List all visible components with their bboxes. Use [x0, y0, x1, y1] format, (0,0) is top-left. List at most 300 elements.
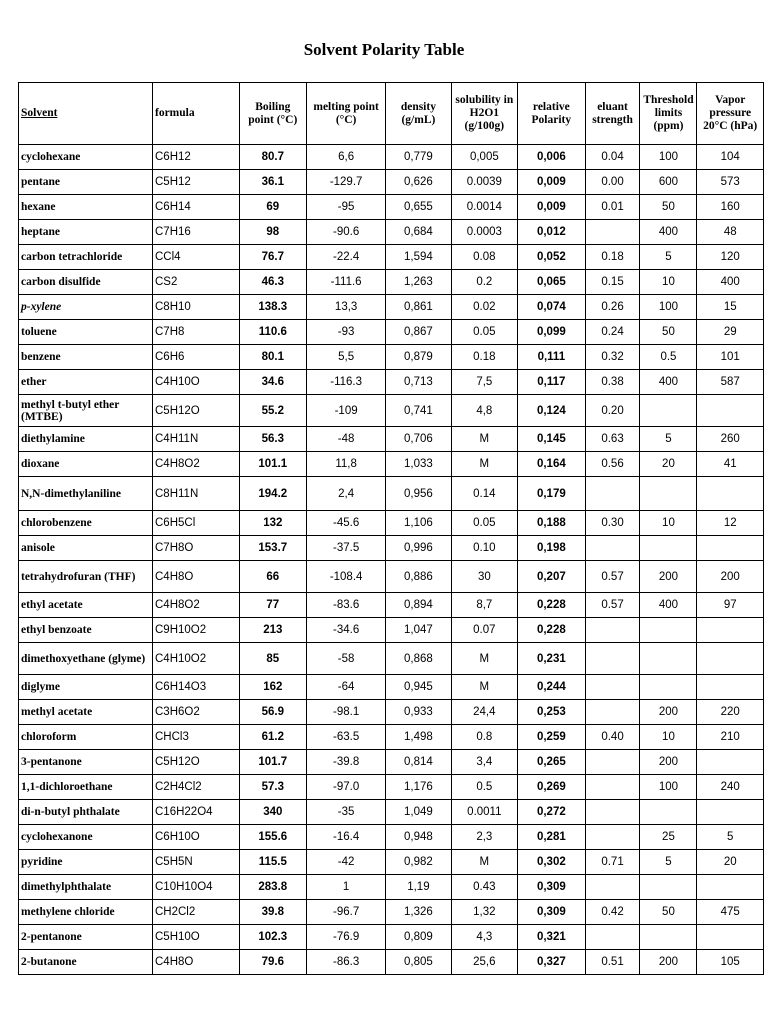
- solvent-name: toluene: [19, 320, 153, 345]
- melting-point-cell: -76.9: [307, 925, 386, 950]
- formula-cell: C10H10O4: [153, 875, 240, 900]
- solvent-name: 2-butanone: [19, 950, 153, 975]
- table-row: [19, 775, 764, 800]
- melting-point-cell: -95: [307, 195, 386, 220]
- boiling-point-cell: 101.1: [239, 452, 307, 477]
- table-row: [19, 427, 764, 452]
- polarity-cell: 0,124: [518, 395, 586, 427]
- vapor-pressure-cell: [697, 536, 764, 561]
- polarity-cell: 0,065: [518, 270, 586, 295]
- header-eluant-strength: eluant strength: [585, 83, 640, 145]
- threshold-cell: 600: [640, 170, 697, 195]
- solvent-name: heptane: [19, 220, 153, 245]
- melting-point-cell: -108.4: [307, 561, 386, 593]
- boiling-point-cell: 56.9: [239, 700, 307, 725]
- polarity-cell: 0,006: [518, 145, 586, 170]
- polarity-cell: 0,145: [518, 427, 586, 452]
- table-row: [19, 800, 764, 825]
- solubility-cell: 1,32: [451, 900, 517, 925]
- table-row: [19, 675, 764, 700]
- eluant-strength-cell: 0.30: [585, 511, 640, 536]
- eluant-strength-cell: [585, 825, 640, 850]
- density-cell: 0,945: [386, 675, 451, 700]
- density-cell: 1,19: [386, 875, 451, 900]
- header-threshold-limits: Threshold limits (ppm): [640, 83, 697, 145]
- boiling-point-cell: 56.3: [239, 427, 307, 452]
- density-cell: 0,814: [386, 750, 451, 775]
- vapor-pressure-cell: [697, 395, 764, 427]
- polarity-cell: 0,052: [518, 245, 586, 270]
- melting-point-cell: -39.8: [307, 750, 386, 775]
- solvent-name: ethyl acetate: [19, 593, 153, 618]
- header-formula: formula: [153, 83, 240, 145]
- formula-cell: C4H8O2: [153, 593, 240, 618]
- formula-cell: CCl4: [153, 245, 240, 270]
- table-row: [19, 320, 764, 345]
- solubility-cell: 30: [451, 561, 517, 593]
- threshold-cell: [640, 925, 697, 950]
- formula-cell: C6H14: [153, 195, 240, 220]
- density-cell: 0,886: [386, 561, 451, 593]
- threshold-cell: 200: [640, 561, 697, 593]
- formula-cell: C6H6: [153, 345, 240, 370]
- solubility-cell: M: [451, 452, 517, 477]
- eluant-strength-cell: [585, 800, 640, 825]
- solubility-cell: 0.0014: [451, 195, 517, 220]
- polarity-cell: 0,259: [518, 725, 586, 750]
- formula-cell: C4H8O2: [153, 452, 240, 477]
- melting-point-cell: 11,8: [307, 452, 386, 477]
- threshold-cell: 10: [640, 270, 697, 295]
- solvent-name: chlorobenzene: [19, 511, 153, 536]
- boiling-point-cell: 115.5: [239, 850, 307, 875]
- solvent-name: cyclohexanone: [19, 825, 153, 850]
- vapor-pressure-cell: 29: [697, 320, 764, 345]
- formula-cell: C8H10: [153, 295, 240, 320]
- boiling-point-cell: 76.7: [239, 245, 307, 270]
- table-row: [19, 850, 764, 875]
- density-cell: 0,713: [386, 370, 451, 395]
- threshold-cell: 0.5: [640, 345, 697, 370]
- threshold-cell: 20: [640, 452, 697, 477]
- vapor-pressure-cell: 160: [697, 195, 764, 220]
- solubility-cell: 0.43: [451, 875, 517, 900]
- threshold-cell: [640, 675, 697, 700]
- polarity-cell: 0,117: [518, 370, 586, 395]
- melting-point-cell: -129.7: [307, 170, 386, 195]
- formula-cell: C5H5N: [153, 850, 240, 875]
- solubility-cell: 0.0011: [451, 800, 517, 825]
- table-row: [19, 700, 764, 725]
- boiling-point-cell: 36.1: [239, 170, 307, 195]
- melting-point-cell: -45.6: [307, 511, 386, 536]
- solvent-name: diethylamine: [19, 427, 153, 452]
- polarity-cell: 0,309: [518, 900, 586, 925]
- boiling-point-cell: 132: [239, 511, 307, 536]
- melting-point-cell: -35: [307, 800, 386, 825]
- formula-cell: C9H10O2: [153, 618, 240, 643]
- melting-point-cell: -96.7: [307, 900, 386, 925]
- vapor-pressure-cell: 105: [697, 950, 764, 975]
- formula-cell: C7H8: [153, 320, 240, 345]
- solubility-cell: 0.05: [451, 320, 517, 345]
- table-row: [19, 370, 764, 395]
- solubility-cell: M: [451, 427, 517, 452]
- solubility-cell: 8,7: [451, 593, 517, 618]
- polarity-cell: 0,272: [518, 800, 586, 825]
- polarity-cell: 0,244: [518, 675, 586, 700]
- solubility-cell: 0.5: [451, 775, 517, 800]
- solvent-name: carbon disulfide: [19, 270, 153, 295]
- polarity-cell: 0,207: [518, 561, 586, 593]
- boiling-point-cell: 61.2: [239, 725, 307, 750]
- formula-cell: C6H10O: [153, 825, 240, 850]
- solvent-name: p-xylene: [19, 295, 153, 320]
- vapor-pressure-cell: 220: [697, 700, 764, 725]
- boiling-point-cell: 340: [239, 800, 307, 825]
- threshold-cell: 50: [640, 900, 697, 925]
- density-cell: 0,805: [386, 950, 451, 975]
- polarity-cell: 0,253: [518, 700, 586, 725]
- table-row: [19, 750, 764, 775]
- solvent-name: methyl t-butyl ether (MTBE): [19, 395, 153, 427]
- table-row: [19, 395, 764, 427]
- boiling-point-cell: 80.7: [239, 145, 307, 170]
- formula-cell: C5H12O: [153, 395, 240, 427]
- formula-cell: C4H10O: [153, 370, 240, 395]
- eluant-strength-cell: 0.32: [585, 345, 640, 370]
- table-row: [19, 536, 764, 561]
- melting-point-cell: 5,5: [307, 345, 386, 370]
- melting-point-cell: -111.6: [307, 270, 386, 295]
- polarity-cell: 0,228: [518, 618, 586, 643]
- table-row: [19, 618, 764, 643]
- eluant-strength-cell: [585, 925, 640, 950]
- table-row: [19, 561, 764, 593]
- solubility-cell: 0.8: [451, 725, 517, 750]
- table-row: [19, 950, 764, 975]
- boiling-point-cell: 77: [239, 593, 307, 618]
- eluant-strength-cell: [585, 536, 640, 561]
- polarity-cell: 0,321: [518, 925, 586, 950]
- table-row: [19, 477, 764, 511]
- solvent-name: 2-pentanone: [19, 925, 153, 950]
- formula-cell: C5H12O: [153, 750, 240, 775]
- header-solvent: Solvent: [19, 83, 153, 145]
- melting-point-cell: -34.6: [307, 618, 386, 643]
- boiling-point-cell: 85: [239, 643, 307, 675]
- solubility-cell: 3,4: [451, 750, 517, 775]
- threshold-cell: [640, 395, 697, 427]
- polarity-cell: 0,074: [518, 295, 586, 320]
- density-cell: 0,626: [386, 170, 451, 195]
- melting-point-cell: -48: [307, 427, 386, 452]
- solubility-cell: 24,4: [451, 700, 517, 725]
- polarity-cell: 0,009: [518, 195, 586, 220]
- table-row: [19, 295, 764, 320]
- polarity-cell: 0,188: [518, 511, 586, 536]
- solvent-name: di-n-butyl phthalate: [19, 800, 153, 825]
- polarity-cell: 0,009: [518, 170, 586, 195]
- boiling-point-cell: 34.6: [239, 370, 307, 395]
- solvent-name: 1,1-dichloroethane: [19, 775, 153, 800]
- threshold-cell: 5: [640, 245, 697, 270]
- threshold-cell: [640, 618, 697, 643]
- formula-cell: C8H11N: [153, 477, 240, 511]
- table-row: [19, 345, 764, 370]
- formula-cell: C4H10O2: [153, 643, 240, 675]
- threshold-cell: [640, 800, 697, 825]
- solubility-cell: 0.02: [451, 295, 517, 320]
- polarity-cell: 0,164: [518, 452, 586, 477]
- threshold-cell: 100: [640, 775, 697, 800]
- polarity-cell: 0,198: [518, 536, 586, 561]
- header-melting-point: melting point (°C): [307, 83, 386, 145]
- table-row: [19, 875, 764, 900]
- density-cell: 0,996: [386, 536, 451, 561]
- solvent-name: cyclohexane: [19, 145, 153, 170]
- density-cell: 1,326: [386, 900, 451, 925]
- melting-point-cell: 1: [307, 875, 386, 900]
- formula-cell: CS2: [153, 270, 240, 295]
- eluant-strength-cell: 0.38: [585, 370, 640, 395]
- boiling-point-cell: 101.7: [239, 750, 307, 775]
- eluant-strength-cell: 0.56: [585, 452, 640, 477]
- header-density: density (g/mL): [386, 83, 451, 145]
- solubility-cell: M: [451, 643, 517, 675]
- melting-point-cell: 13,3: [307, 295, 386, 320]
- vapor-pressure-cell: 48: [697, 220, 764, 245]
- table-body: [19, 145, 764, 975]
- density-cell: 1,106: [386, 511, 451, 536]
- eluant-strength-cell: 0.01: [585, 195, 640, 220]
- solubility-cell: 0.14: [451, 477, 517, 511]
- eluant-strength-cell: [585, 643, 640, 675]
- boiling-point-cell: 57.3: [239, 775, 307, 800]
- eluant-strength-cell: 0.04: [585, 145, 640, 170]
- eluant-strength-cell: [585, 775, 640, 800]
- density-cell: 0,741: [386, 395, 451, 427]
- density-cell: 1,263: [386, 270, 451, 295]
- solvent-name: pyridine: [19, 850, 153, 875]
- vapor-pressure-cell: 573: [697, 170, 764, 195]
- melting-point-cell: -16.4: [307, 825, 386, 850]
- solubility-cell: M: [451, 850, 517, 875]
- eluant-strength-cell: 0.18: [585, 245, 640, 270]
- melting-point-cell: -98.1: [307, 700, 386, 725]
- formula-cell: C4H8O: [153, 950, 240, 975]
- table-row: [19, 452, 764, 477]
- melting-point-cell: -63.5: [307, 725, 386, 750]
- vapor-pressure-cell: 200: [697, 561, 764, 593]
- vapor-pressure-cell: 587: [697, 370, 764, 395]
- header-row: [19, 83, 764, 145]
- eluant-strength-cell: [585, 750, 640, 775]
- density-cell: 0,948: [386, 825, 451, 850]
- polarity-cell: 0,309: [518, 875, 586, 900]
- melting-point-cell: -86.3: [307, 950, 386, 975]
- formula-cell: C6H12: [153, 145, 240, 170]
- boiling-point-cell: 138.3: [239, 295, 307, 320]
- formula-cell: C4H11N: [153, 427, 240, 452]
- vapor-pressure-cell: 104: [697, 145, 764, 170]
- density-cell: 0,933: [386, 700, 451, 725]
- solvent-name: carbon tetrachloride: [19, 245, 153, 270]
- vapor-pressure-cell: 475: [697, 900, 764, 925]
- formula-cell: C16H22O4: [153, 800, 240, 825]
- solvent-name: dimethoxyethane (glyme): [19, 643, 153, 675]
- melting-point-cell: -116.3: [307, 370, 386, 395]
- density-cell: 0,684: [386, 220, 451, 245]
- density-cell: 1,594: [386, 245, 451, 270]
- table-row: [19, 270, 764, 295]
- solvent-name: methylene chloride: [19, 900, 153, 925]
- threshold-cell: 5: [640, 427, 697, 452]
- solubility-cell: 7,5: [451, 370, 517, 395]
- threshold-cell: [640, 477, 697, 511]
- vapor-pressure-cell: [697, 643, 764, 675]
- eluant-strength-cell: 0.40: [585, 725, 640, 750]
- solvent-name: benzene: [19, 345, 153, 370]
- solubility-cell: 0.08: [451, 245, 517, 270]
- header-relative-polarity: relative Polarity: [518, 83, 586, 145]
- eluant-strength-cell: 0.57: [585, 593, 640, 618]
- threshold-cell: 25: [640, 825, 697, 850]
- polarity-cell: 0,302: [518, 850, 586, 875]
- density-cell: 0,779: [386, 145, 451, 170]
- solvent-name: methyl acetate: [19, 700, 153, 725]
- solvent-name: N,N-dimethylaniline: [19, 477, 153, 511]
- boiling-point-cell: 155.6: [239, 825, 307, 850]
- solubility-cell: 0.10: [451, 536, 517, 561]
- table-row: [19, 643, 764, 675]
- threshold-cell: 200: [640, 700, 697, 725]
- polarity-cell: 0,281: [518, 825, 586, 850]
- formula-cell: C6H14O3: [153, 675, 240, 700]
- eluant-strength-cell: [585, 220, 640, 245]
- threshold-cell: 200: [640, 950, 697, 975]
- solvent-name: hexane: [19, 195, 153, 220]
- density-cell: 1,498: [386, 725, 451, 750]
- melting-point-cell: -97.0: [307, 775, 386, 800]
- solubility-cell: 2,3: [451, 825, 517, 850]
- melting-point-cell: -37.5: [307, 536, 386, 561]
- header-boiling-point: Boiling point (°C): [239, 83, 307, 145]
- melting-point-cell: -58: [307, 643, 386, 675]
- formula-cell: C7H8O: [153, 536, 240, 561]
- boiling-point-cell: 213: [239, 618, 307, 643]
- melting-point-cell: -90.6: [307, 220, 386, 245]
- eluant-strength-cell: [585, 477, 640, 511]
- melting-point-cell: -64: [307, 675, 386, 700]
- vapor-pressure-cell: 97: [697, 593, 764, 618]
- melting-point-cell: -83.6: [307, 593, 386, 618]
- solvent-name: chloroform: [19, 725, 153, 750]
- solvent-name: 3-pentanone: [19, 750, 153, 775]
- formula-cell: C5H10O: [153, 925, 240, 950]
- polarity-cell: 0,269: [518, 775, 586, 800]
- table-row: [19, 245, 764, 270]
- boiling-point-cell: 66: [239, 561, 307, 593]
- boiling-point-cell: 79.6: [239, 950, 307, 975]
- eluant-strength-cell: 0.42: [585, 900, 640, 925]
- polarity-cell: 0,231: [518, 643, 586, 675]
- vapor-pressure-cell: [697, 875, 764, 900]
- vapor-pressure-cell: [697, 750, 764, 775]
- eluant-strength-cell: 0.24: [585, 320, 640, 345]
- threshold-cell: 200: [640, 750, 697, 775]
- formula-cell: CHCl3: [153, 725, 240, 750]
- boiling-point-cell: 69: [239, 195, 307, 220]
- formula-cell: CH2Cl2: [153, 900, 240, 925]
- solubility-cell: 25,6: [451, 950, 517, 975]
- polarity-cell: 0,111: [518, 345, 586, 370]
- threshold-cell: 400: [640, 593, 697, 618]
- eluant-strength-cell: 0.15: [585, 270, 640, 295]
- threshold-cell: 10: [640, 511, 697, 536]
- vapor-pressure-cell: 400: [697, 270, 764, 295]
- table-row: [19, 725, 764, 750]
- polarity-cell: 0,228: [518, 593, 586, 618]
- vapor-pressure-cell: 15: [697, 295, 764, 320]
- solubility-cell: 4,3: [451, 925, 517, 950]
- table-row: [19, 511, 764, 536]
- solvent-name: dimethylphthalate: [19, 875, 153, 900]
- melting-point-cell: -22.4: [307, 245, 386, 270]
- eluant-strength-cell: [585, 675, 640, 700]
- polarity-cell: 0,099: [518, 320, 586, 345]
- melting-point-cell: -109: [307, 395, 386, 427]
- boiling-point-cell: 110.6: [239, 320, 307, 345]
- melting-point-cell: 6,6: [307, 145, 386, 170]
- vapor-pressure-cell: 12: [697, 511, 764, 536]
- solvent-name: anisole: [19, 536, 153, 561]
- density-cell: 0,982: [386, 850, 451, 875]
- header-solubility: solubility in H2O1 (g/100g): [451, 83, 517, 145]
- solubility-cell: 0.0003: [451, 220, 517, 245]
- eluant-strength-cell: [585, 875, 640, 900]
- boiling-point-cell: 98: [239, 220, 307, 245]
- formula-cell: C5H12: [153, 170, 240, 195]
- threshold-cell: [640, 536, 697, 561]
- vapor-pressure-cell: [697, 477, 764, 511]
- eluant-strength-cell: 0.26: [585, 295, 640, 320]
- polarity-cell: 0,179: [518, 477, 586, 511]
- eluant-strength-cell: 0.00: [585, 170, 640, 195]
- solubility-cell: 0,005: [451, 145, 517, 170]
- solvent-name: pentane: [19, 170, 153, 195]
- formula-cell: C2H4Cl2: [153, 775, 240, 800]
- vapor-pressure-cell: [697, 675, 764, 700]
- boiling-point-cell: 55.2: [239, 395, 307, 427]
- eluant-strength-cell: 0.20: [585, 395, 640, 427]
- threshold-cell: 100: [640, 145, 697, 170]
- boiling-point-cell: 46.3: [239, 270, 307, 295]
- vapor-pressure-cell: 210: [697, 725, 764, 750]
- boiling-point-cell: 162: [239, 675, 307, 700]
- density-cell: 1,047: [386, 618, 451, 643]
- threshold-cell: [640, 875, 697, 900]
- density-cell: 0,706: [386, 427, 451, 452]
- table-row: [19, 145, 764, 170]
- solvent-name: ether: [19, 370, 153, 395]
- table-row: [19, 220, 764, 245]
- vapor-pressure-cell: 120: [697, 245, 764, 270]
- eluant-strength-cell: 0.63: [585, 427, 640, 452]
- table-row: [19, 825, 764, 850]
- table-row: [19, 900, 764, 925]
- melting-point-cell: -93: [307, 320, 386, 345]
